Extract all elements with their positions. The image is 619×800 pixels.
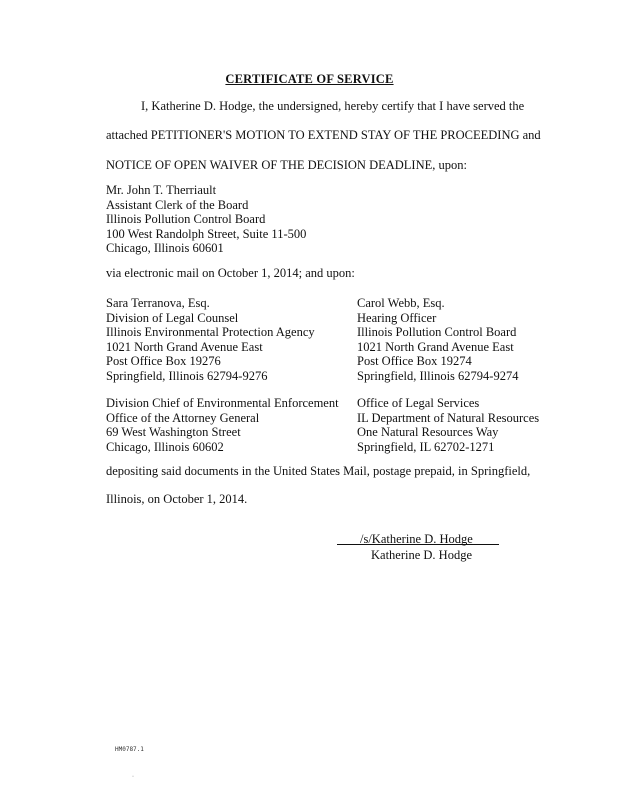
document-title: CERTIFICATE OF SERVICE: [225, 72, 394, 86]
signer-name: Katherine D. Hodge: [371, 548, 473, 562]
address-line: Springfield, Illinois 62794-9276: [106, 368, 268, 383]
closing-statement-line-1: depositing said documents in the United States Mail, postage prepaid, in Springfield,: [106, 464, 531, 478]
address-line: Illinois Pollution Control Board: [106, 212, 266, 227]
address-line: Springfield, Illinois 62794-9274: [357, 368, 519, 383]
address-line: Sara Terranova, Esq.: [106, 296, 210, 310]
address-line: Illinois Environmental Protection Agency: [106, 325, 315, 340]
address-line: Office of the Attorney General: [106, 410, 260, 425]
electronic-signature: /s/Katherine D. Hodge: [360, 532, 473, 546]
address-line: 69 West Washington Street: [106, 425, 241, 440]
certification-statement-line-3: NOTICE OF OPEN WAIVER OF THE DECISION DEADLINE, upon:: [106, 158, 467, 172]
address-line: Chicago, Illinois 60602: [106, 439, 224, 454]
address-line: Hearing Officer: [357, 310, 437, 325]
address-line: One Natural Resources Way: [357, 425, 499, 440]
footer-dot: ·: [132, 774, 134, 780]
certification-statement-line-2: attached PETITIONER'S MOTION TO EXTEND STAY OF THE PROCEEDING and: [106, 128, 541, 142]
delivery-note: via electronic mail on October 1, 2014; and upon:: [106, 266, 355, 280]
address-line: Division Chief of Environmental Enforcement: [106, 396, 339, 410]
recipient-address-left-1: [106, 296, 315, 384]
address-line: Carol Webb, Esq.: [357, 296, 445, 310]
address-line: IL Department of Natural Resources: [357, 410, 540, 425]
closing-statement-line-2: Illinois, on October 1, 2014.: [106, 492, 248, 506]
footer-document-code: HM0787.1: [115, 746, 144, 753]
address-line: Post Office Box 19274: [357, 354, 472, 369]
address-line: Post Office Box 19276: [106, 354, 221, 369]
address-line: Springfield, IL 62702-1271: [357, 439, 495, 454]
recipient-address-right-2: [357, 396, 539, 454]
address-line: Division of Legal Counsel: [106, 310, 239, 325]
address-line: 1021 North Grand Avenue East: [106, 339, 263, 354]
address-line: 1021 North Grand Avenue East: [357, 339, 514, 354]
address-line: Office of Legal Services: [357, 396, 480, 410]
address-line: 100 West Randolph Street, Suite 11-500: [106, 226, 307, 241]
address-line: Illinois Pollution Control Board: [357, 325, 517, 340]
address-line: Assistant Clerk of the Board: [106, 197, 249, 212]
certification-statement-line-1: I, Katherine D. Hodge, the undersigned, hereby certify that I have served the: [141, 99, 525, 113]
recipient-address-right-1: [357, 296, 518, 384]
recipient-address-left-2: [106, 396, 339, 454]
address-line: Chicago, Illinois 60601: [106, 241, 224, 256]
primary-recipient-address: [106, 183, 306, 256]
address-line: Mr. John T. Therriault: [106, 183, 217, 197]
